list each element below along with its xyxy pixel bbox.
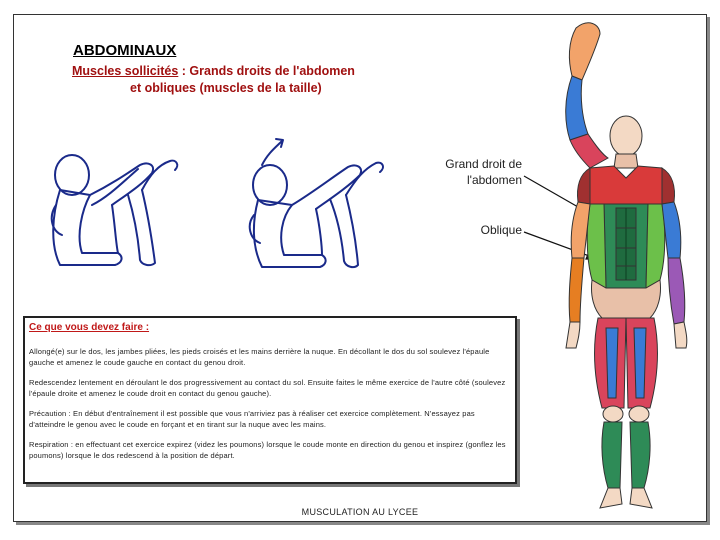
muscles-worked-line2: et obliques (muscles de la taille) — [130, 81, 322, 95]
instructions-title: Ce que vous devez faire : — [29, 322, 150, 333]
anatomy-figure — [528, 18, 698, 518]
instructions-paragraph-2: Redescendez lentement en déroulant le dos progressivement au contact du sol. Ensuite faites le même exercice de l'autre côté (soulevez l'épaule droite et amenez le coude droit en contact du genou gauche). — [29, 378, 506, 398]
muscles-worked-label: Muscles sollicités — [72, 64, 179, 78]
instructions-box — [23, 316, 517, 484]
instructions-paragraph-4: Respiration : en effectuant cet exercice expirez (videz les poumons) lorsque le coude monte en direction du genou et inspirez (gonflez les poumons) lorsque le dos redescend à la position de départ. — [29, 440, 506, 460]
instructions-paragraph-3: Précaution : En début d'entraînement il est possible que vous n'arriviez pas à réaliser cet exercice complètement. N'essayez pas d'atteindre le genou avec le coude en forçant et en tirant sur la nuque avec les mains. — [29, 409, 475, 429]
muscles-worked-line1 — [72, 64, 355, 78]
exercise-illustration — [30, 135, 420, 285]
instructions-paragraph-1: Allongé(e) sur le dos, les jambes pliées, les pieds croisés et les mains derrière la nuque. En décollant le dos du sol soulevez l'épaule gauche et amenez le coude gauche en contact du genou droit. — [29, 347, 490, 367]
label-grand-droit: Grand droit de l'abdomen — [445, 157, 522, 187]
footer-text: MUSCULATION AU LYCEE — [301, 507, 419, 517]
muscles-worked-text: : Grands droits de l'abdomen — [178, 64, 355, 78]
crunch-figure-right — [250, 163, 383, 267]
crunch-figure-left — [52, 155, 178, 265]
rotation-arrow — [262, 141, 282, 165]
page-title: ABDOMINAUX — [73, 42, 177, 59]
label-oblique: Oblique — [480, 223, 522, 237]
